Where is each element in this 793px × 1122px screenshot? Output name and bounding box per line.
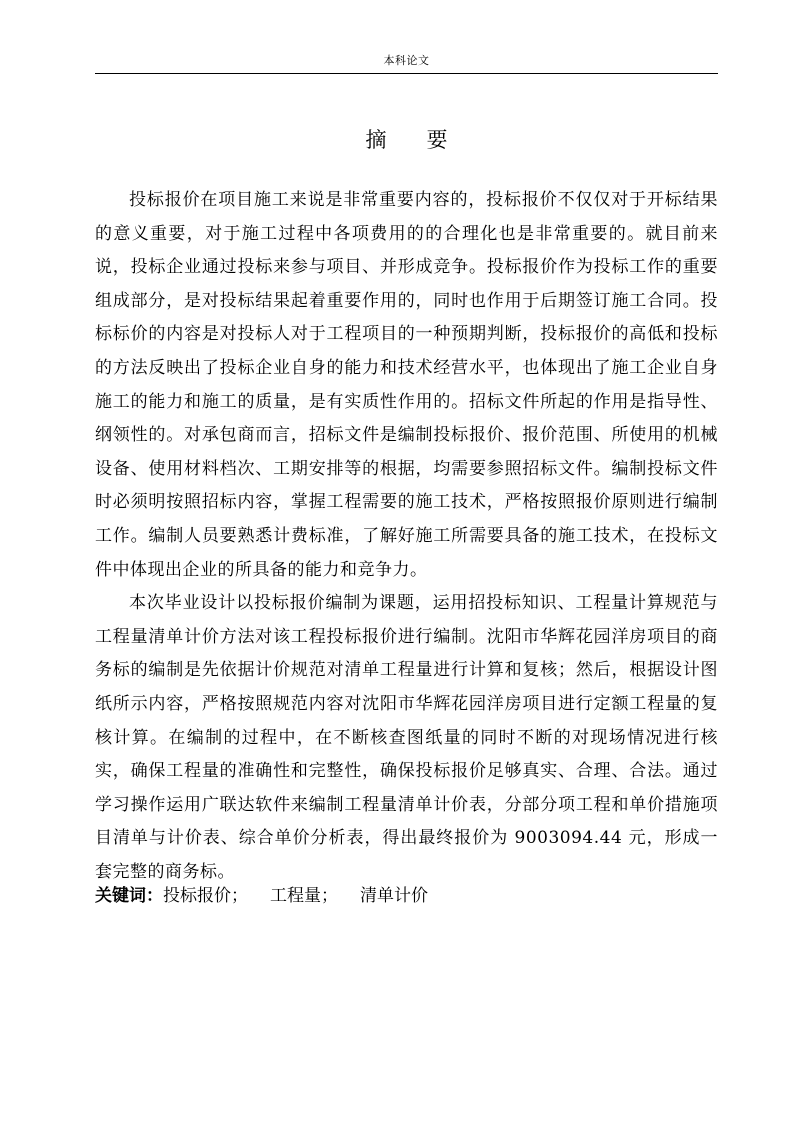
- running-header: 本科论文: [383, 54, 430, 67]
- header-rule: [95, 73, 718, 74]
- keyword-item: 工程量；: [270, 886, 338, 906]
- abstract-paragraph-1: 投标报价在项目施工来说是非常重要内容的，投标报价不仅仅对于开标结果的意义重要，对于施工过程中各项费用的的合理化也是非常重要的。就目前来说，投标企业通过投标来参与项目、并形成竞争。投标报价作为投标工作的重要组成部分，是对投标结果起着重要作用的，同时也作用于后期签订施工合同。投标标价的内容是对投标人对于工程项目的一种预期判断，投标报价的高低和投标的方法反映出了投标企业自身的能力和技术经营水平，也体现出了施工企业自身施工的能力和施工的质量，是有实质性作用的。招标文件所起的作用是指导性、纲领性的。对承包商而言，招标文件是编制投标报价、报价范围、所使用的机械设备、使用材料档次、工期安排等的根据，均需要参照招标文件。编制投标文件时必须明按照招标内容，掌握工程需要的施工技术，严格按照报价原则进行编制工作。编制人员要熟悉计费标准，了解好施工所需要具备的施工技术，在投标文件中体现出企业的所具备的能力和竞争力。: [95, 190, 718, 580]
- keywords-line: [95, 880, 718, 913]
- keyword-item: 清单计价: [360, 886, 428, 906]
- abstract-title: 摘要: [365, 128, 488, 152]
- abstract-body: [95, 184, 718, 889]
- abstract-paragraph-2: 本次毕业设计以投标报价编制为课题，运用招投标知识、工程量计算规范与工程量清单计价方法对该工程投标报价进行编制。沈阳市华辉花园洋房项目的商务标的编制是先依据计价规范对清单工程量进行计算和复核；然后，根据设计图纸所示内容，严格按照规范内容对沈阳市华辉花园洋房项目进行定额工程量的复核计算。在编制的过程中，在不断核查图纸量的同时不断的对现场情况进行核实，确保工程量的准确性和完整性，确保投标报价足够真实、合理、合法。通过学习操作运用广联达软件来编制工程量清单计价表，分部分项工程和单价措施项目清单与计价表、综合单价分析表，得出最终报价为 9003094.44 元，形成一套完整的商务标。: [95, 593, 718, 882]
- keywords-label: 关键词：: [95, 886, 163, 906]
- keyword-item: 投标报价；: [163, 886, 248, 906]
